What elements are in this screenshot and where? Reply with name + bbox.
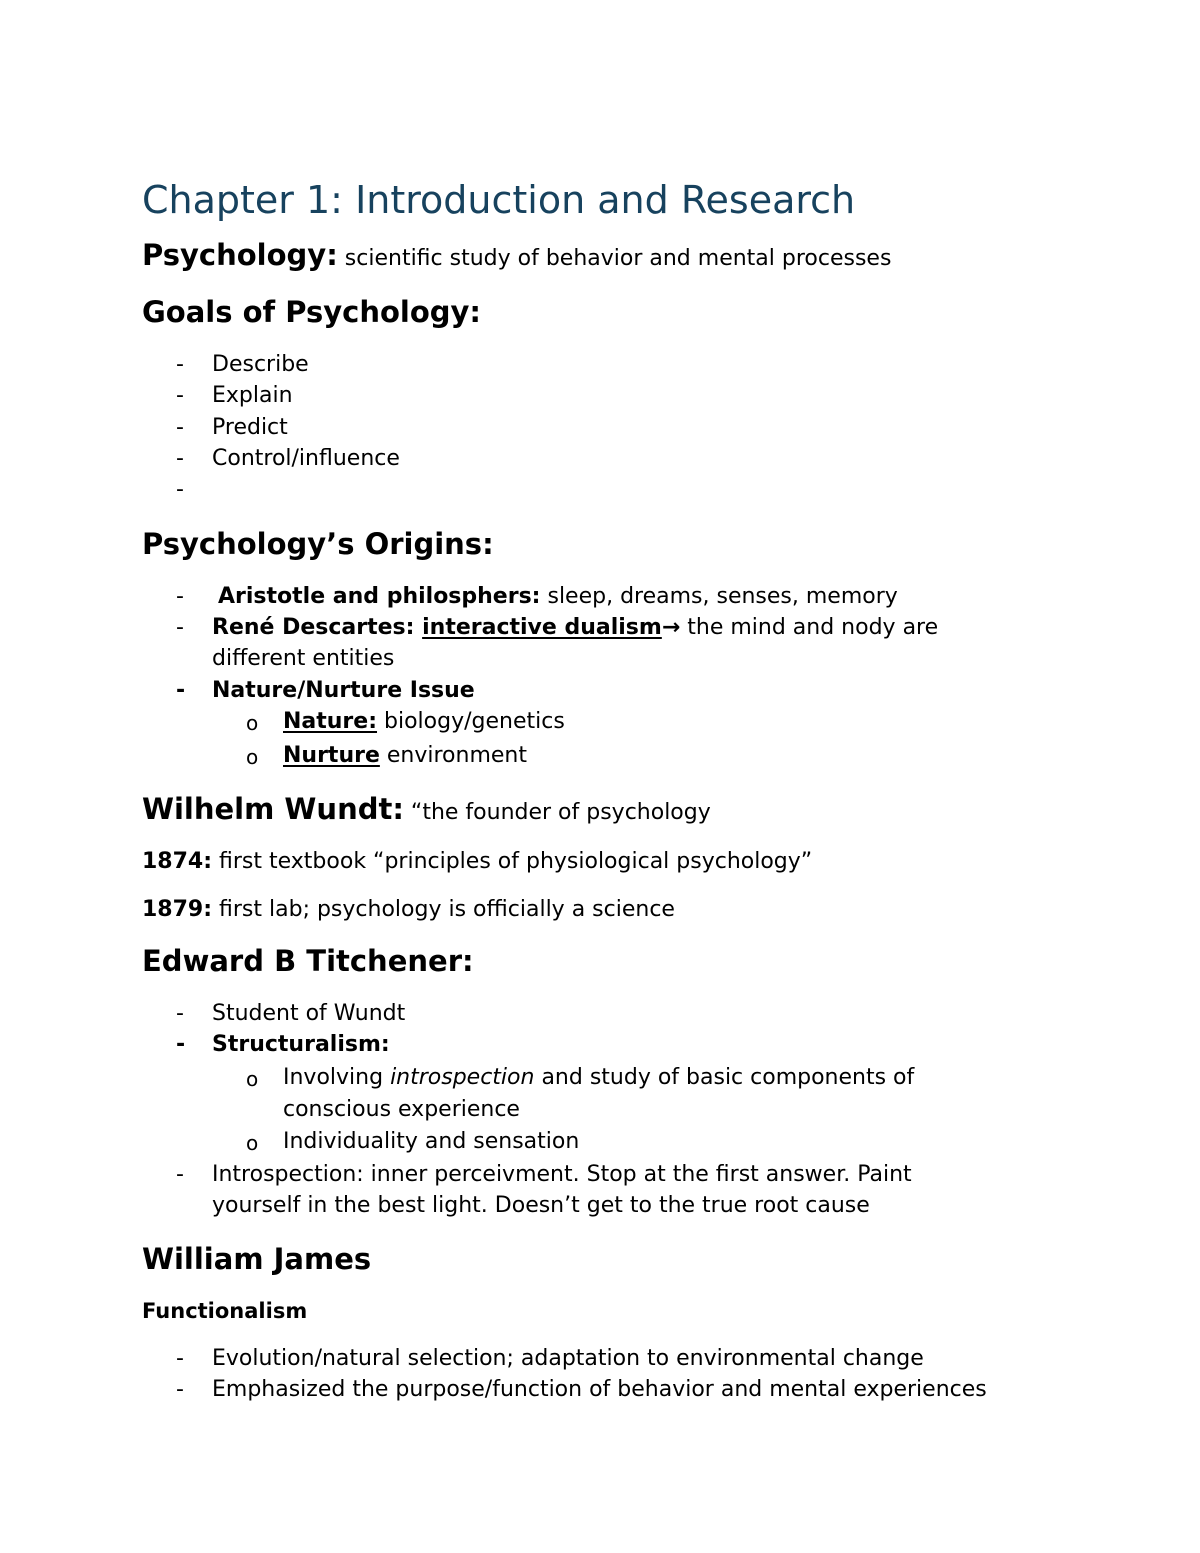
origins-heading: Psychology’s Origins: <box>142 527 494 561</box>
nature-item <box>283 709 565 734</box>
introspection-term: introspection <box>390 1065 535 1090</box>
introspection-line1: Introspection: inner perceivment. Stop at the first answer. Paint <box>212 1162 912 1187</box>
aristotle-label: Aristotle and philosphers: <box>218 584 541 609</box>
origins-aristotle <box>218 584 898 609</box>
nurture-item <box>283 743 527 768</box>
list-item: Evolution/natural selection; adaptation to environmental change <box>212 1346 924 1371</box>
sub-bullet: o <box>246 1067 259 1091</box>
wundt-1874 <box>142 849 812 874</box>
structuralism-sub1 <box>283 1065 914 1090</box>
list-bullet: - <box>176 477 184 502</box>
list-bullet: - <box>176 1001 184 1026</box>
list-bullet: - <box>176 352 184 377</box>
list-item: Explain <box>212 383 293 408</box>
definition-text: scientific study of behavior and mental processes <box>337 246 892 271</box>
page-title: Chapter 1: Introduction and Research <box>142 178 856 222</box>
descartes-text: the mind and nody are <box>680 615 939 640</box>
definition-term: Psychology: <box>142 238 338 272</box>
structuralism-sub1-cont: conscious experience <box>283 1097 520 1122</box>
list-bullet: - <box>176 383 184 408</box>
titchener-heading: Edward B Titchener: <box>142 944 474 978</box>
list-bullet: - <box>176 584 184 609</box>
wundt-heading-line <box>142 792 711 826</box>
nature-label: Nature: <box>283 709 378 734</box>
nurture-text: environment <box>379 743 527 768</box>
sub-bullet: o <box>246 1131 259 1155</box>
sub1-post: and study of basic components of <box>534 1065 915 1090</box>
descartes-term: interactive dualism <box>422 615 662 640</box>
list-bullet: - <box>176 415 184 440</box>
wundt-1879 <box>142 897 675 922</box>
wundt-heading: Wilhelm Wundt: <box>142 792 404 826</box>
list-item: Emphasized the purpose/function of behavior and mental experiences <box>212 1377 987 1402</box>
year-1879-text: first lab; psychology is officially a science <box>212 897 675 922</box>
structuralism-sub2: Individuality and sensation <box>283 1129 580 1154</box>
origins-descartes <box>212 615 938 640</box>
year-1874: 1874: <box>142 849 213 874</box>
psychology-definition <box>142 238 891 272</box>
list-item: Describe <box>212 352 309 377</box>
arrow-right-icon: → <box>661 615 681 640</box>
nurture-label: Nurture <box>283 743 380 768</box>
year-1874-text: first textbook “principles of physiological psychology” <box>212 849 813 874</box>
nature-text: biology/genetics <box>377 709 565 734</box>
list-bullet: - <box>176 1162 184 1187</box>
nature-nurture-label: Nature/Nurture Issue <box>212 678 475 703</box>
wundt-quote: “the founder of psychology <box>403 800 711 825</box>
sub1-pre: Involving <box>283 1065 391 1090</box>
functionalism-subheading: Functionalism <box>142 1299 308 1323</box>
introspection-line2: yourself in the best light. Doesn’t get to the true root cause <box>212 1193 870 1218</box>
year-1879: 1879: <box>142 897 213 922</box>
list-bullet: - <box>176 678 186 703</box>
sub-bullet: o <box>246 745 259 769</box>
list-bullet: - <box>176 1377 184 1402</box>
descartes-label: René Descartes: <box>212 615 423 640</box>
list-bullet: - <box>176 1346 184 1371</box>
structuralism-label: Structuralism: <box>212 1032 390 1057</box>
list-bullet: - <box>176 615 184 640</box>
sub-bullet: o <box>246 711 259 735</box>
list-item: Control/influence <box>212 446 400 471</box>
titchener-student: Student of Wundt <box>212 1001 406 1026</box>
descartes-text-cont: different entities <box>212 646 395 671</box>
list-bullet: - <box>176 1032 186 1057</box>
aristotle-text: sleep, dreams, senses, memory <box>540 584 898 609</box>
list-item: Predict <box>212 415 288 440</box>
james-heading: William James <box>142 1242 372 1276</box>
goals-heading: Goals of Psychology: <box>142 295 482 329</box>
list-bullet: - <box>176 446 184 471</box>
